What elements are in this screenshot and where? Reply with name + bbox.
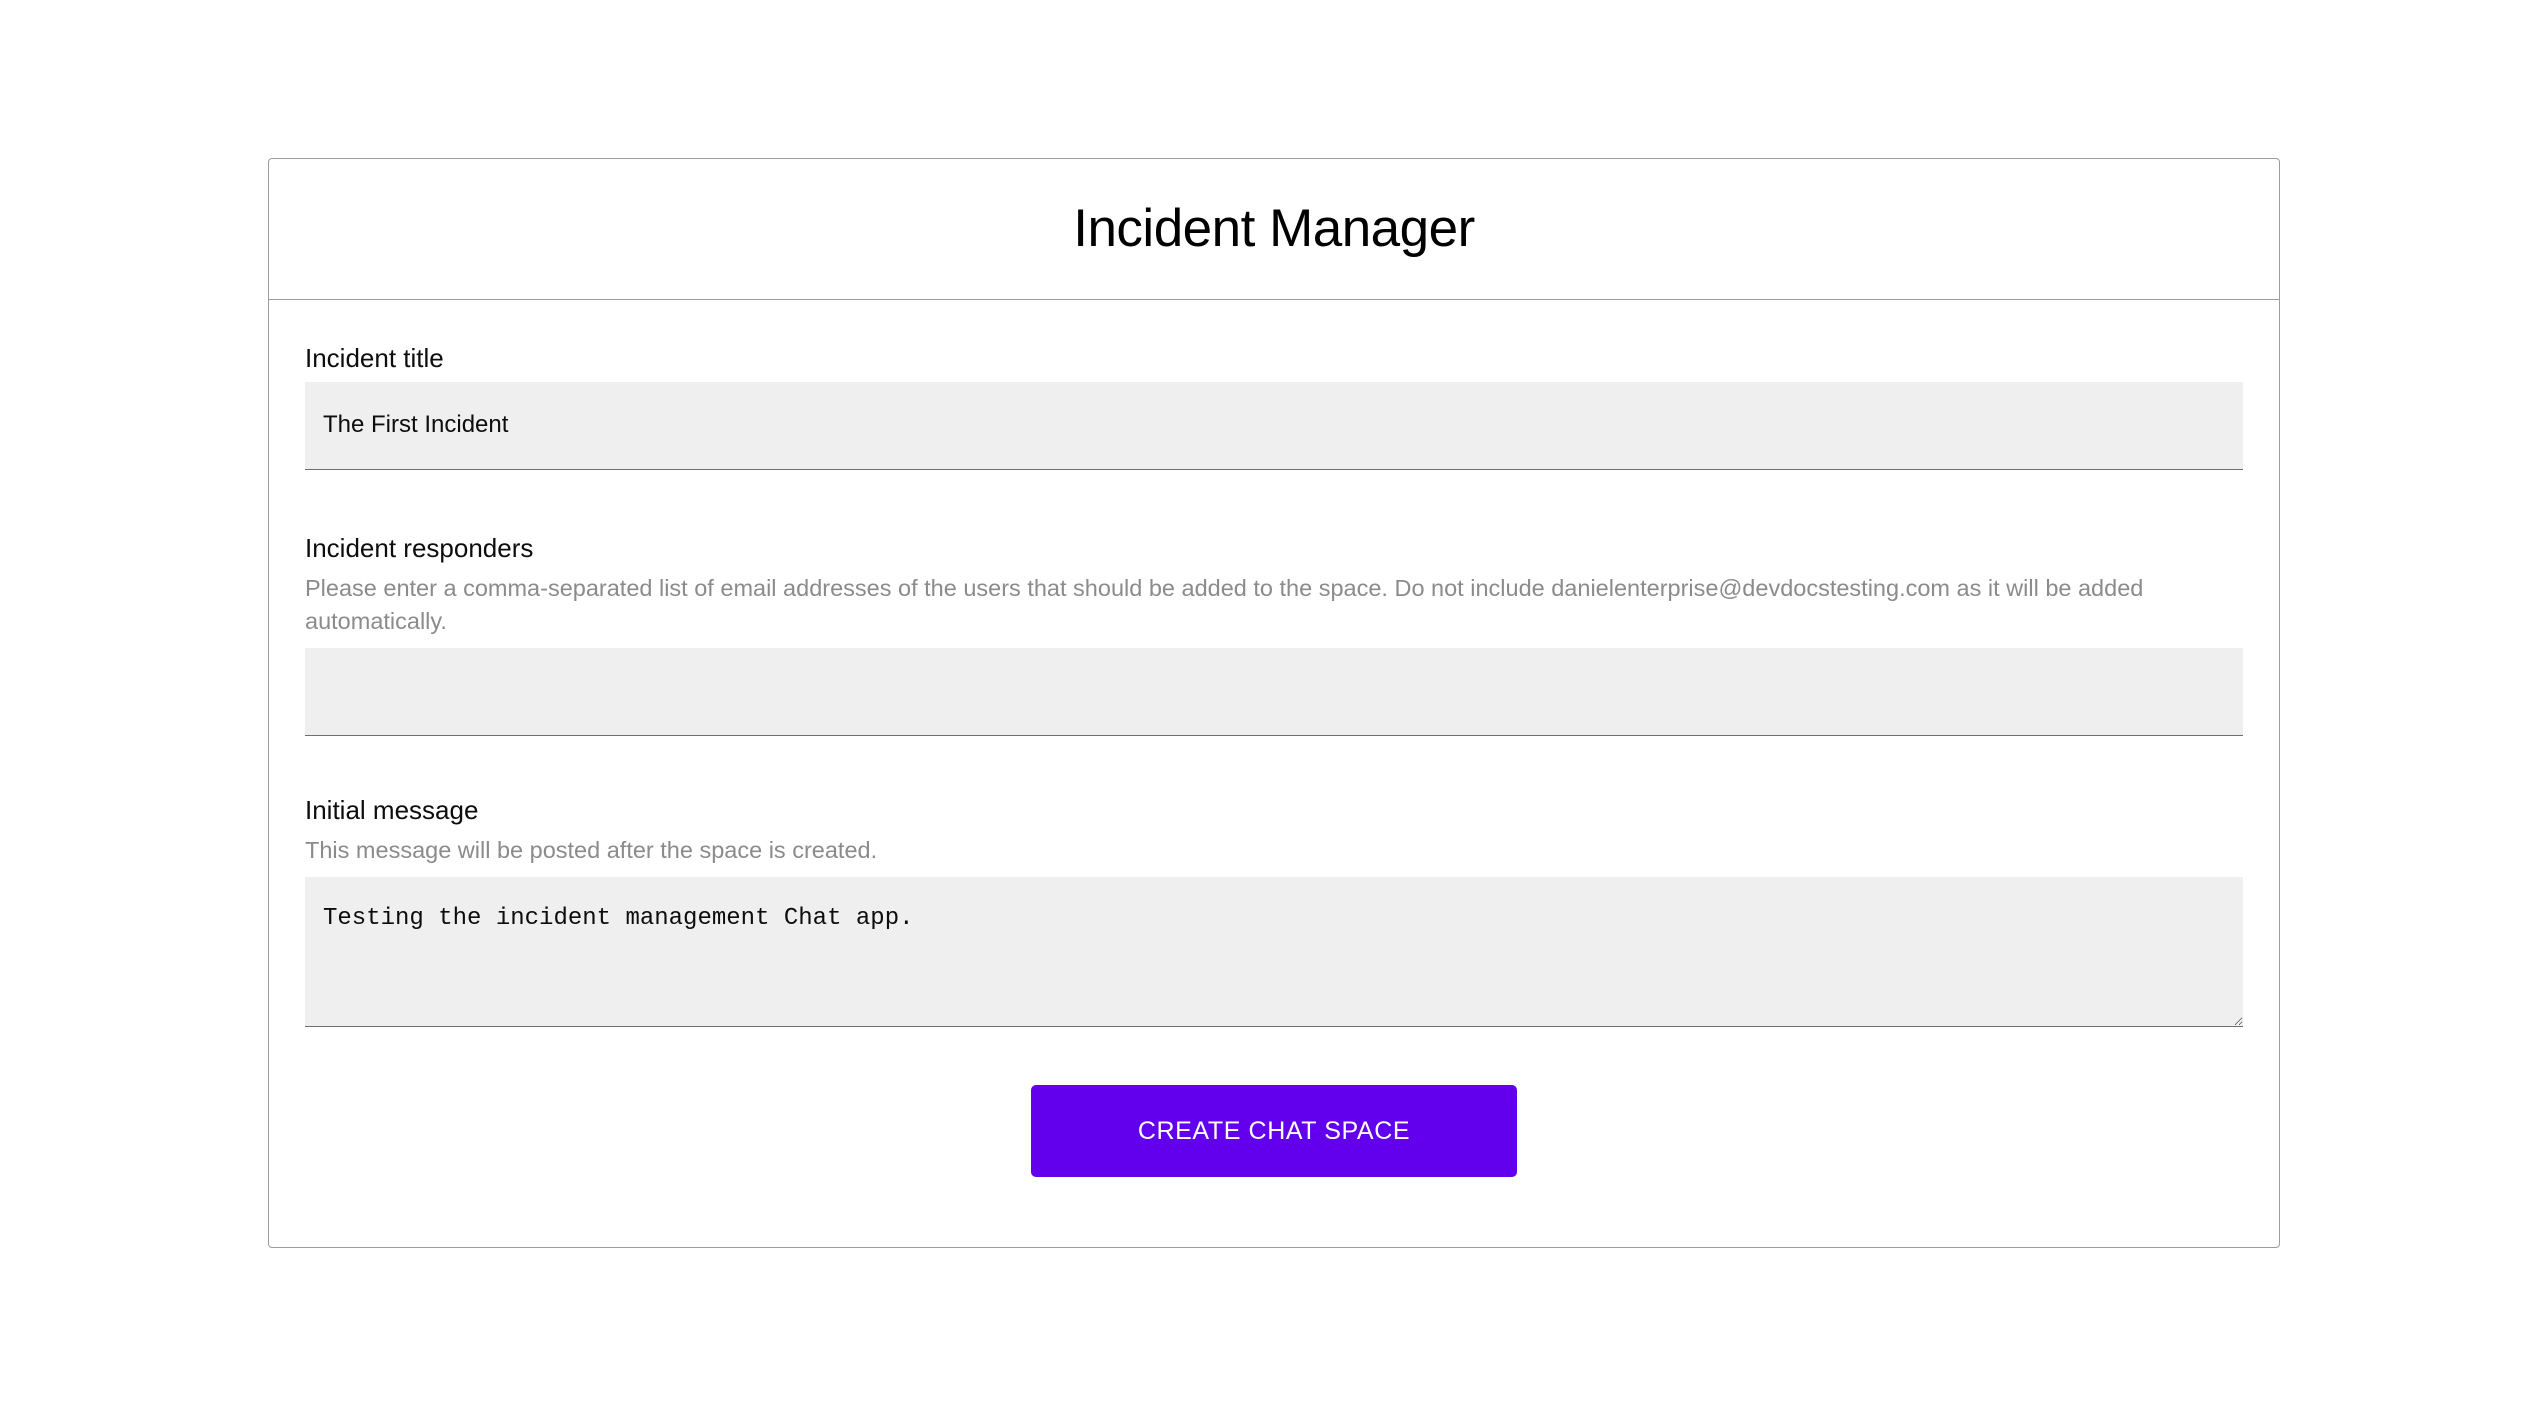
- incident-title-label: Incident title: [305, 343, 444, 373]
- field-incident-responders: [305, 532, 2243, 737]
- initial-message-label: Initial message: [305, 795, 479, 826]
- page-title: Incident Manager: [1073, 198, 1475, 258]
- incident-responders-help: Please enter a comma-separated list of email addresses of the users that should be added to the space. Do not include danielenterprise@devdocstesting.com as it will be added automatically.: [305, 574, 2144, 634]
- incident-manager-card: [268, 158, 2280, 1248]
- initial-message-textarea[interactable]: [305, 877, 2243, 1027]
- spacer: [305, 480, 2243, 532]
- card-body: [269, 300, 2279, 1247]
- card-header: [269, 159, 2279, 300]
- initial-message-help: This message will be posted after the space is created.: [305, 837, 878, 864]
- create-chat-space-button[interactable]: CREATE CHAT SPACE: [1031, 1085, 1517, 1177]
- incident-responders-input[interactable]: [305, 648, 2243, 736]
- incident-responders-label: Incident responders: [305, 532, 534, 563]
- spacer: [305, 746, 2243, 794]
- incident-title-input[interactable]: [305, 382, 2243, 470]
- field-initial-message: [305, 794, 2243, 1027]
- submit-row: [305, 1085, 2243, 1177]
- field-incident-title: [305, 342, 2243, 470]
